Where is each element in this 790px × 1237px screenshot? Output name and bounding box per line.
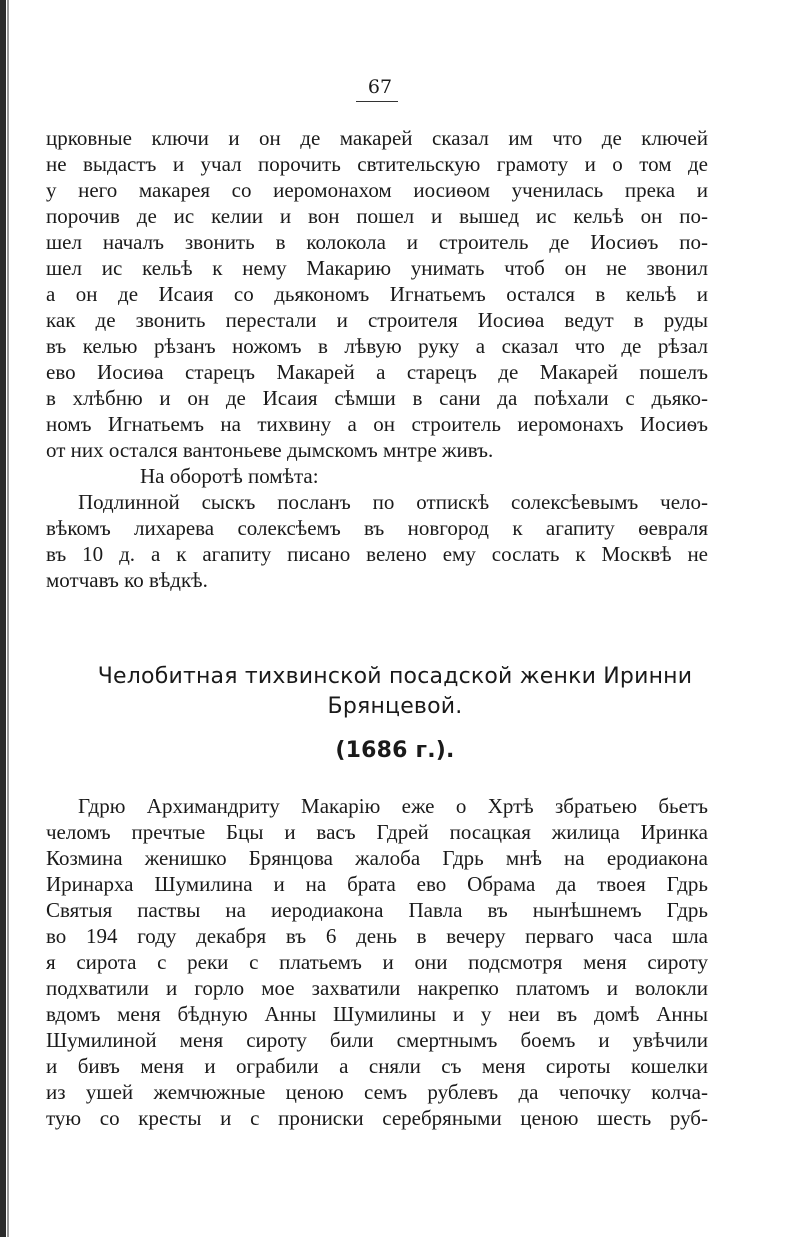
text-line: во 194 году декабря въ 6 день в вечеру перваго часа шла [46, 924, 708, 948]
document-heading-line1: Челобитная тихвинской посадской женки Иринни [97, 664, 693, 689]
document-heading-year: (1686 г.). [335, 738, 455, 763]
text-line: и бивъ меня и ограбили а сняли съ меня сироты кошелки [46, 1054, 708, 1078]
page-number: 67 [367, 76, 393, 98]
text-line: от них остался вантоньеве дымскомъ мнтре живъ. [46, 438, 494, 462]
text-line: вѣкомъ лихарева солексѣемъ въ новгород к агапиту ѳевраля [46, 516, 708, 540]
text-line: Гдрю Архимандриту Макарію еже о Хртѣ збратьею бьетъ [78, 794, 708, 818]
page-number-rule [356, 101, 398, 102]
text-line: я сирота с реки с платьемъ и они подсмотря меня сироту [46, 950, 708, 974]
text-line: въ 10 д. а к агапиту писано велено ему сослать к Москвѣ не [46, 542, 708, 566]
text-line: Святыя паствы на иеродиакона Павла въ нынѣшнемъ Гдрь [46, 898, 708, 922]
text-line: у него макарея со иеромонахом иосиѳом ученилась прека и [46, 178, 708, 202]
page-binding-edge [0, 0, 6, 1237]
text-line: челомъ пречтые Бцы и васъ Гдрей посацкая жилица Иринка [46, 820, 708, 844]
note-label: На оборотѣ помѣта: [140, 464, 319, 488]
text-line: в хлѣбню и он де Исаия сѣмши в сани да поѣхали с дьяко- [46, 386, 708, 410]
text-line: из ушей жемчюжные ценою семъ рублевъ да чепочку колча- [46, 1080, 708, 1104]
text-line: мотчавъ ко вѣдкѣ. [46, 568, 208, 592]
text-line: как де звонить перестали и строителя Иосиѳа ведут в руды [46, 308, 708, 332]
text-line: въ келью рѣзанъ ножомъ в лѣвую руку а сказал что де рѣзал [46, 334, 708, 358]
document-heading-line2: Брянцевой. [327, 694, 463, 719]
text-line: црковные ключи и он де макарей сказал им что де ключей [46, 126, 708, 150]
text-line: ево Иосиѳа старецъ Макарей а старецъ де Макарей пошелъ [46, 360, 708, 384]
page-binding-shadow [7, 0, 9, 1237]
text-line: а он де Исаия со дьякономъ Игнатьемъ остался в кельѣ и [46, 282, 708, 306]
text-line: Подлинной сыскъ посланъ по отпискѣ солексѣевымъ чело- [78, 490, 708, 514]
text-line: порочив де ис келии и вон пошел и вышед ис кельѣ он по- [46, 204, 708, 228]
text-line: вдомъ меня бѣдную Анны Шумилины и у неи въ домѣ Анны [46, 1002, 708, 1026]
text-line: шел ис кельѣ к нему Макарию унимать чтоб он не звонил [46, 256, 708, 280]
text-line: шел началъ звонить в колокола и строитель де Иосиѳъ по- [46, 230, 708, 254]
text-line: не выдастъ и учал порочить свтительскую грамоту и о том де [46, 152, 708, 176]
text-line: Шумилиной меня сироту били смертнымъ боемъ и увѣчили [46, 1028, 708, 1052]
text-line: Козмина женишко Брянцова жалоба Гдрь мнѣ на еродиакона [46, 846, 708, 870]
text-line: тую со кресты и с прониски серебряными ценою шесть руб- [46, 1106, 708, 1130]
text-line: номъ Игнатьемъ на тихвину а он строитель иеромонахъ Иосиѳъ [46, 412, 708, 436]
text-line: подхватили и горло мое захватили накрепко платомъ и волокли [46, 976, 708, 1000]
text-line: Иринарха Шумилина и на брата ево Обрама да твоея Гдрь [46, 872, 708, 896]
